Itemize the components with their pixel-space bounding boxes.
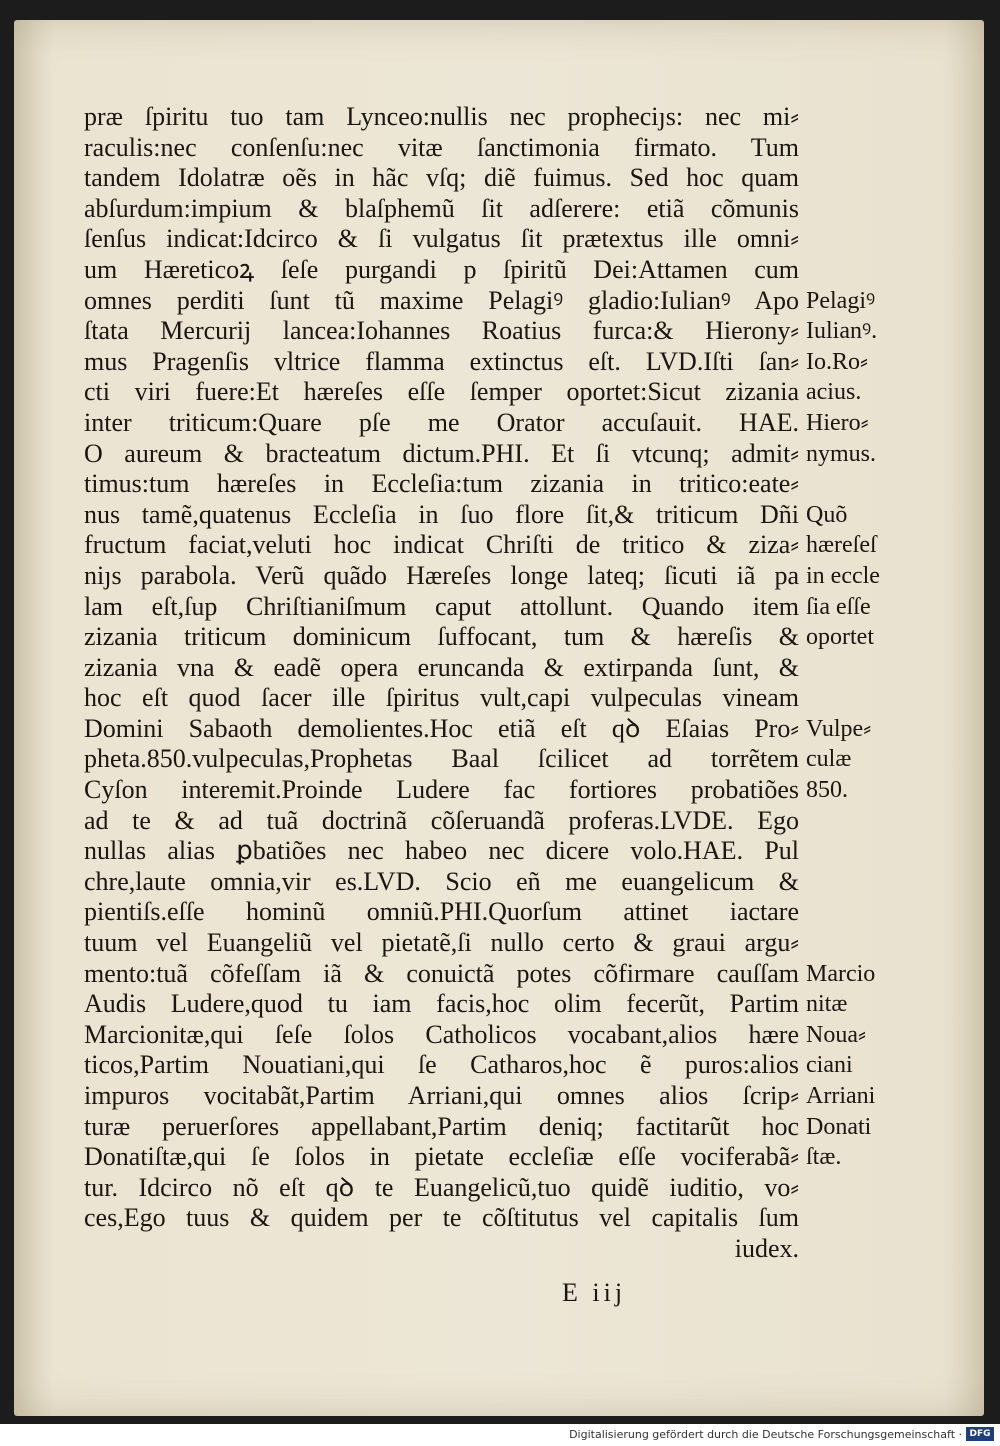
- margin-note: [806, 194, 916, 225]
- margin-note: [806, 683, 916, 714]
- margin-note: ſtæ.: [806, 1144, 842, 1171]
- text-line: ces,Ego tuus & quidem per te cõſtitutus vel capitalis ſum: [84, 1203, 799, 1233]
- margin-note: [806, 897, 916, 928]
- text-line: tur. Idcirco nõ eſt qꝺ te Euangelicũ,tuo quidẽ iuditio, vo⸗: [84, 1172, 799, 1202]
- margin-note: acius.: [806, 379, 862, 406]
- margin-note: [806, 224, 916, 255]
- footer-credit: Digitalisierung gefördert durch die Deutsche Forschungsgemeinschaft ·: [569, 1428, 962, 1441]
- text-line: Marcionitæ,qui ſeſe ſolos Catholicos vocabant,alios hære: [84, 1019, 799, 1049]
- text-line: mus Pragenſis vltrice flamma extinctus eſt. LVD.Iſti ſan⸗: [84, 346, 799, 376]
- margin-notes: [806, 102, 916, 1265]
- text-line: niȷs parabola. Verũ quãdo Hæreſes longe lateq; ſicuti iã pa: [84, 560, 799, 590]
- text-line: ſenſus indicat:Idcirco & ſi vulgatus ſit prætextus ille omni⸗: [84, 224, 799, 254]
- margin-note: Donati: [806, 1113, 872, 1140]
- margin-note: [806, 469, 916, 500]
- margin-note: Marcio: [806, 960, 876, 987]
- margin-note: [806, 1173, 916, 1204]
- margin-note: ſia eſſe: [806, 593, 871, 620]
- text-line: zizania triticum dominicum ſuffocant, tum & hæreſis &: [84, 622, 799, 652]
- margin-note: [806, 1203, 916, 1234]
- signature-mark: E iij: [562, 1278, 627, 1307]
- margin-note: [806, 928, 916, 959]
- margin-note: nymus.: [806, 440, 877, 467]
- margin-note: Hiero⸗: [806, 409, 869, 436]
- text-line: ticos,Partim Nouatiani,qui ſe Catharos,hoc ẽ puros:alios: [84, 1050, 799, 1080]
- text-line: timus:tum hæreſes in Eccleſia:tum zizania in tritico:eate⸗: [84, 469, 799, 499]
- text-line: O aureum & bracteatum dictum.PHI. Et ſi vtcunq; admit⸗: [84, 438, 799, 468]
- margin-note: culæ: [806, 746, 852, 773]
- margin-note: Iulianꝰ.: [806, 318, 878, 345]
- text-line: lam eſt,ſup Chriſtianiſmum caput attollunt. Quando item: [84, 591, 799, 621]
- body-text: [84, 102, 799, 1265]
- text-line: ad te & ad tuã doctrinã cõſeruandã proferas.LVDE. Ego: [84, 805, 799, 835]
- margin-note: [806, 1234, 916, 1265]
- text-line: omnes perditi ſunt tũ maxime Pelagiꝰ gladio:Iulianꝰ Apo: [84, 285, 799, 315]
- text-line: pientiſs.eſſe hominũ omniũ.PHI.Quorſum attinet iactare: [84, 897, 799, 927]
- margin-note: Quõ: [806, 501, 848, 528]
- text-line: chre,laute omnia,vir es.LVD. Scio eñ me euangelicum &: [84, 866, 799, 896]
- text-line: um Hæreticoꝝ ſeſe purgandi p ſpiritũ Dei:Attamen cum: [84, 254, 799, 284]
- text-line: tuum vel Euangeliũ vel pietatẽ,ſi nullo certo & graui argu⸗: [84, 928, 799, 958]
- text-line: nus tamẽ,quatenus Eccleſia in ſuo flore ſit,& triticum Dñi: [84, 499, 799, 529]
- text-line: cti viri fuere:Et hæreſes eſſe ſemper oportet:Sicut zizania: [84, 377, 799, 407]
- text-line: hoc eſt quod ſacer ille ſpiritus vult,capi vulpeculas vineam: [84, 683, 799, 713]
- margin-note: [806, 867, 916, 898]
- text-line: Audis Ludere,quod tu iam facis,hoc olim fecerũt, Partim: [84, 989, 799, 1019]
- text-line: præ ſpiritu tuo tam Lynceo:nullis nec propheciȷs: nec mi⸗: [84, 102, 799, 131]
- text-line: fructum faciat,veluti hoc indicat Chriſti de tritico & ziza⸗: [84, 530, 799, 560]
- margin-note: [806, 133, 916, 164]
- text-line: tandem Idolatræ oẽs in hãc vſq; diẽ fuimus. Sed hoc quam: [84, 163, 799, 193]
- margin-note: nitæ: [806, 991, 848, 1018]
- margin-note: [806, 163, 916, 194]
- margin-note: hæreſeſ: [806, 532, 877, 559]
- book-page: [14, 20, 984, 1416]
- text-line: iudex.: [734, 1233, 799, 1263]
- text-line: zizania vna & eadẽ opera eruncanda & extirpanda ſunt, &: [84, 652, 799, 682]
- margin-note: [806, 255, 916, 286]
- margin-note: Arriani: [806, 1083, 876, 1109]
- margin-note: [806, 806, 916, 837]
- margin-note: 850.: [806, 777, 848, 804]
- margin-note: Noua⸗: [806, 1021, 866, 1048]
- text-line: ſtata Mercurij lancea:Iohannes Roatius furca:& Hierony⸗: [84, 316, 799, 346]
- text-line: Domini Sabaoth demolientes.Hoc etiã eſt qꝺ Eſaias Pro⸗: [84, 713, 799, 743]
- text-line: inter triticum:Quare pſe me Orator accuſauit. HAE.: [84, 407, 799, 437]
- margin-note: Vulpe⸗: [806, 715, 872, 742]
- margin-note: [806, 836, 916, 867]
- text-line: mento:tuã cõfeſſam iã & conuictã potes cõfirmare cauſſam: [84, 958, 799, 988]
- margin-note: Pelagiꝰ: [806, 287, 876, 314]
- margin-note: [806, 102, 916, 133]
- text-line: Cyſon interemit.Proinde Ludere fac fortiores probatiões: [84, 775, 799, 805]
- text-line: turæ peruerſores appellabant,Partim deniq; factitarũt hoc: [84, 1111, 799, 1141]
- text-line: pheta.850.vulpeculas,Prophetas Baal ſcilicet ad torrẽtem: [84, 744, 799, 774]
- text-line: abſurdum:impium & blaſphemũ ſit adſerere: etiã cõmunis: [84, 193, 799, 223]
- margin-note: Io.Ro⸗: [806, 348, 868, 375]
- text-line: nullas alias ꝑbatiões nec habeo nec dicere volo.HAE. Pul: [84, 836, 799, 866]
- margin-note: [806, 653, 916, 684]
- dfg-logo: DFG: [966, 1427, 994, 1441]
- margin-note: oportet: [806, 624, 874, 651]
- text-line: impuros vocitabãt,Partim Arriani,qui omnes alios ſcrip⸗: [84, 1081, 799, 1110]
- margin-note: ciani: [806, 1052, 853, 1079]
- text-line: raculis:nec conſenſu:nec vitæ ſanctimonia firmato. Tum: [84, 132, 799, 162]
- margin-note: in eccle: [806, 562, 880, 589]
- text-line: Donatiſtæ,qui ſe ſolos in pietate eccleſiæ eſſe vociferabã⸗: [84, 1142, 799, 1172]
